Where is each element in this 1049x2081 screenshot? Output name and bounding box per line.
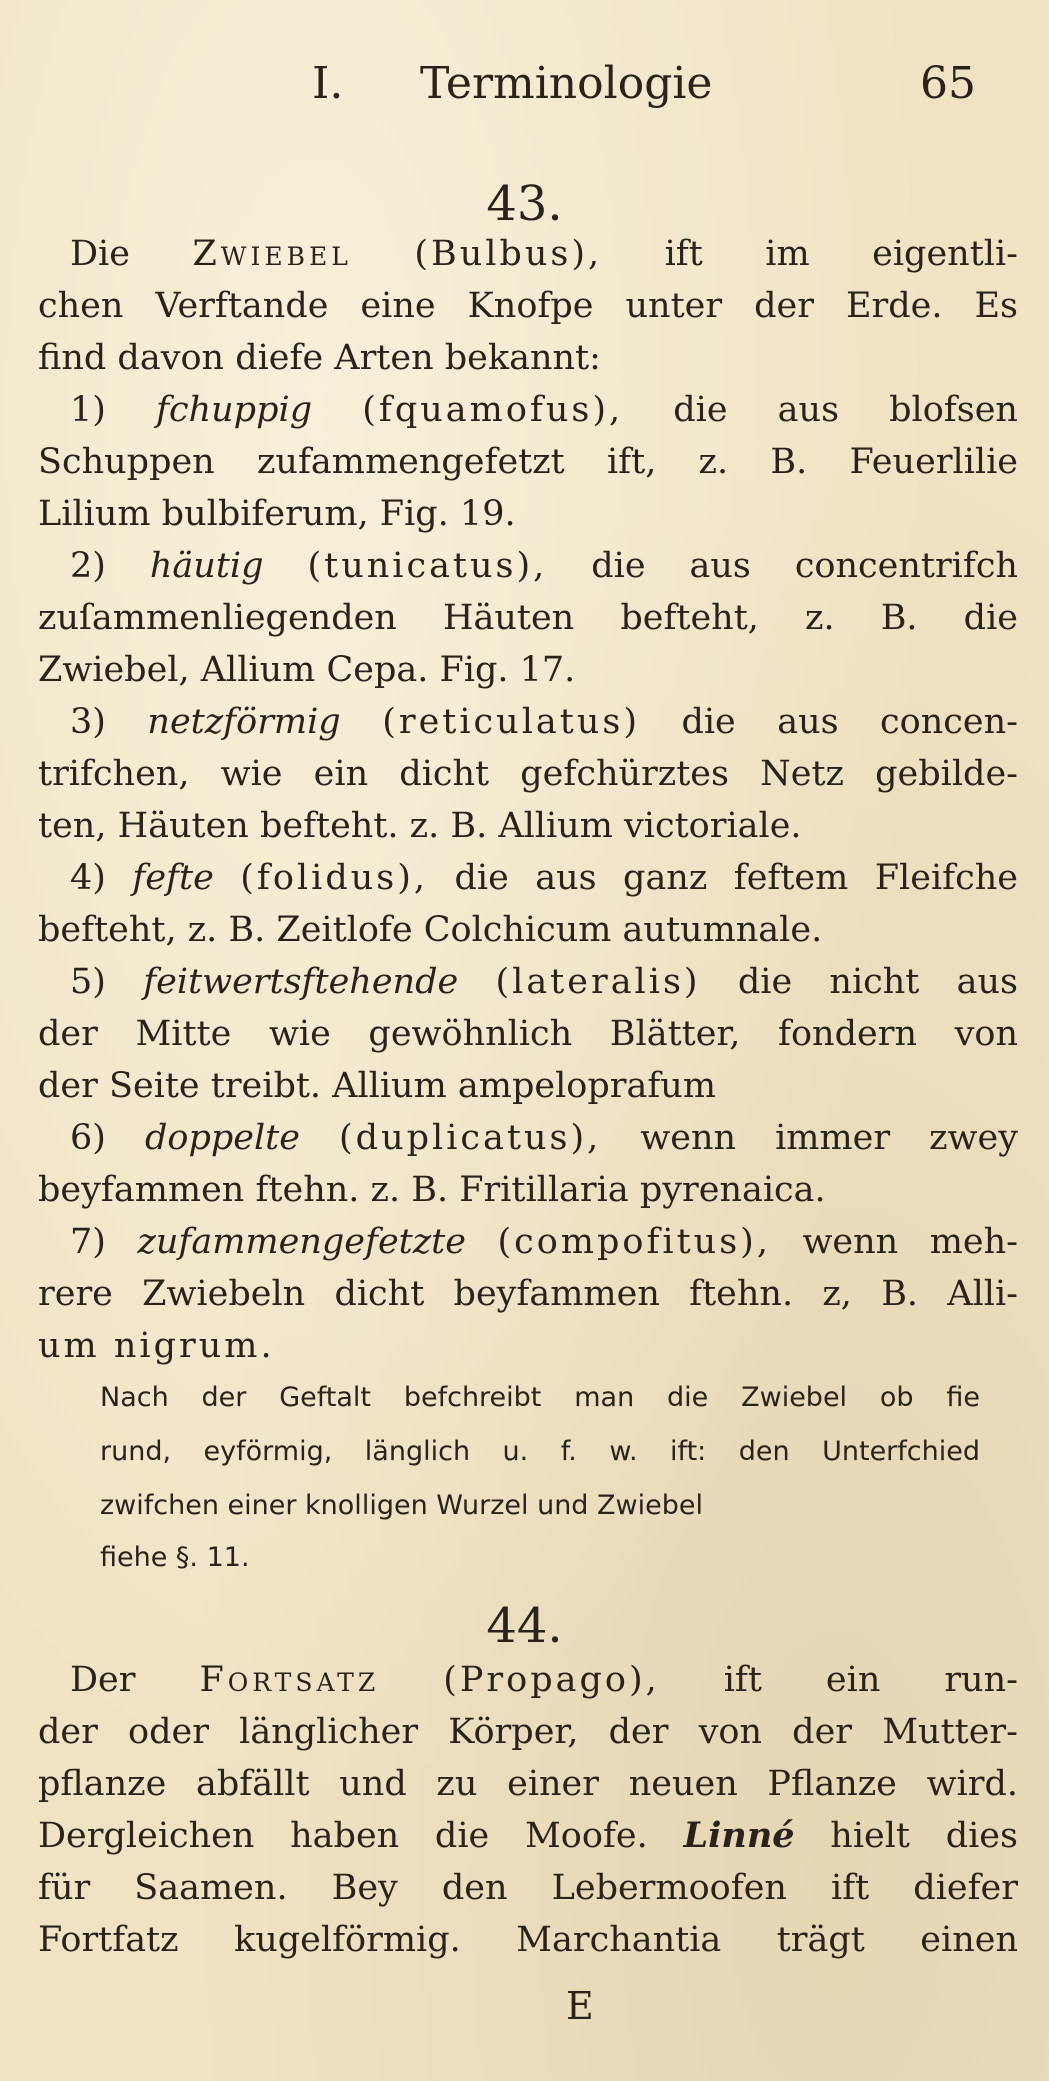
list-item-7: 7) zufammengefetzte (compofitus), wenn meh-: [70, 1222, 1018, 1262]
text-line: der oder länglicher Körper, der von der Mutter-: [38, 1712, 1018, 1752]
text-line: trifchen, wie ein dicht gefchürztes Netz gebilde-: [38, 754, 1018, 794]
text-line: Der Fortsatz (Propago), ift ein run-: [70, 1660, 1018, 1700]
signature-mark: E: [566, 1984, 594, 2028]
text-line: beyfammen ftehn. z. B. Fritillaria pyrenaica.: [38, 1170, 826, 1210]
section-number-43: 43.: [486, 176, 563, 232]
list-item-5: 5) feitwertsftehende (lateralis) die nicht aus: [70, 962, 1018, 1002]
note-line: fiehe §. 11.: [100, 1542, 250, 1573]
text-line: Die Zwiebel (Bulbus), ift im eigentli-: [70, 234, 1018, 274]
text-line: der Mitte wie gewöhnlich Blätter, fondern von: [38, 1014, 1018, 1054]
list-item-3: 3) netzförmig (reticulatus) die aus concen-: [70, 702, 1018, 742]
running-header: [0, 58, 1049, 128]
list-item-1: 1) fchuppig (fquamofus), die aus blofsen: [70, 390, 1018, 430]
text-line: um nigrum.: [38, 1326, 275, 1366]
list-item-2: 2) häutig (tunicatus), die aus concentrifch: [70, 546, 1018, 586]
text-line: Fortfatz kugelförmig. Marchantia trägt einen: [38, 1920, 1018, 1960]
text-line: für Saamen. Bey den Lebermoofen ift diefer: [38, 1868, 1018, 1908]
text-line: Lilium bulbiferum, Fig. 19.: [38, 494, 516, 534]
section-number-44: 44.: [486, 1598, 563, 1654]
text-line: Schuppen zufammengefetzt ift, z. B. Feuerlilie: [38, 442, 1018, 482]
page-number: 65: [920, 58, 976, 109]
text-line: rere Zwiebeln dicht beyfammen ftehn. z, B. Alli-: [38, 1274, 1018, 1314]
text-line: Zwiebel, Allium Cepa. Fig. 17.: [38, 650, 576, 690]
list-item-4: 4) fefte (folidus), die aus ganz feftem Fleifche: [70, 858, 1018, 898]
note-line: zwifchen einer knolligen Wurzel und Zwiebel: [100, 1490, 703, 1521]
list-item-6: 6) doppelte (duplicatus), wenn immer zwey: [70, 1118, 1018, 1158]
text-line: find davon diefe Arten bekannt:: [38, 338, 601, 378]
text-line: Dergleichen haben die Moofe. Linné hielt dies: [38, 1815, 1018, 1856]
note-line: rund, eyförmig, länglich u. f. w. ift: den Unterfchied: [100, 1436, 980, 1467]
text-line: pflanze abfällt und zu einer neuen Pflanze wird.: [38, 1764, 1018, 1804]
term-zwiebel: Zwiebel: [192, 234, 352, 274]
chapter-number: I.: [312, 58, 344, 109]
text-line: ten, Häuten befteht. z. B. Allium victoriale.: [38, 806, 802, 846]
note-line: Nach der Geftalt befchreibt man die Zwiebel ob fie: [100, 1382, 980, 1413]
text-line: chen Verftande eine Knofpe unter der Erde. Es: [38, 286, 1018, 326]
term-fortsatz: Fortsatz: [199, 1660, 380, 1700]
text-line: der Seite treibt. Allium ampeloprafum: [38, 1066, 717, 1106]
text-line: befteht, z. B. Zeitlofe Colchicum autumnale.: [38, 910, 823, 950]
text-line: zuſammenliegenden Häuten befteht, z. B. die: [38, 598, 1018, 638]
name-linne: Linné: [683, 1815, 795, 1856]
chapter-title: Terminologie: [420, 58, 713, 109]
